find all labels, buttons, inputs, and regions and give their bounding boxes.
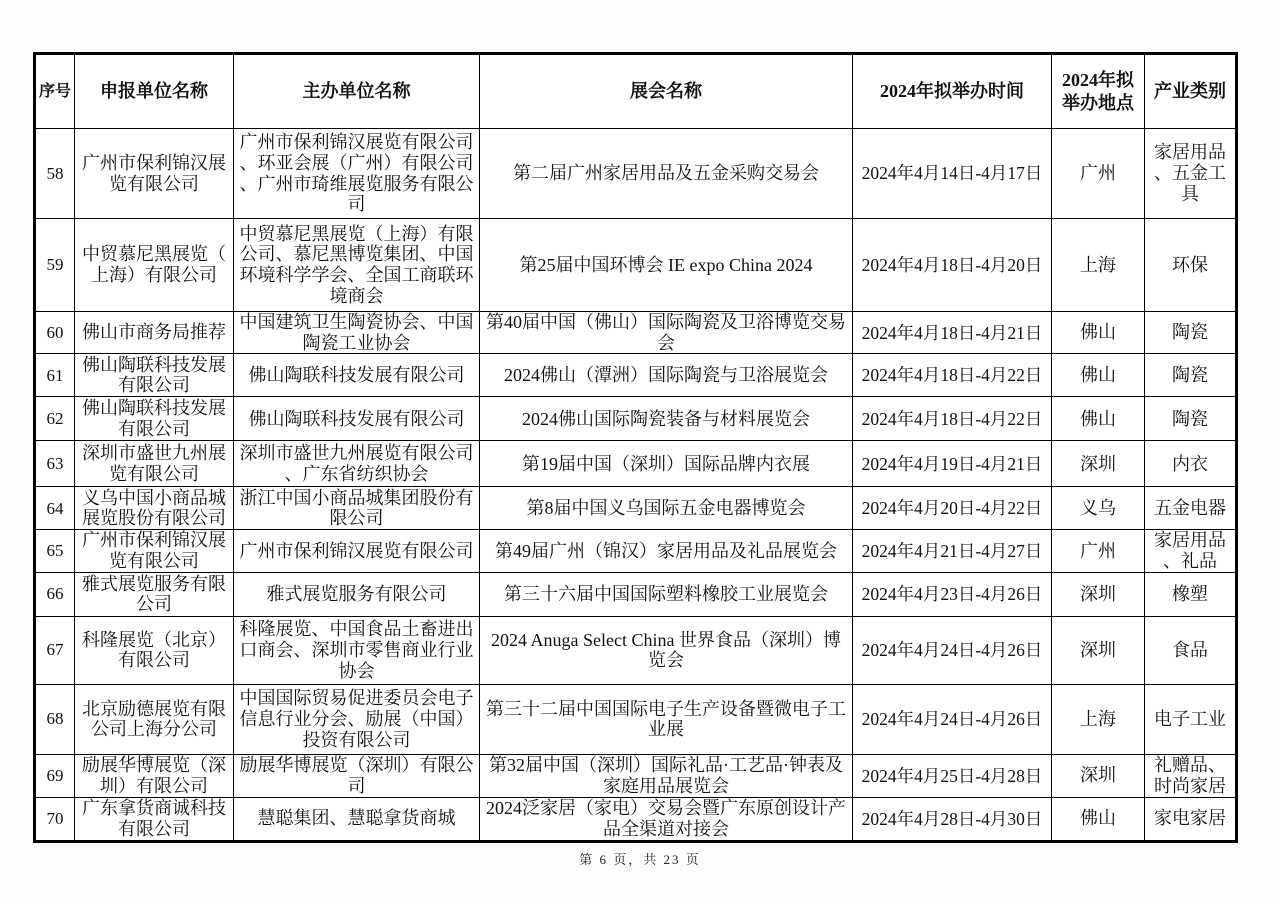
cell-applicant: 义乌中国小商品城展览股份有限公司: [75, 487, 234, 530]
table-row: [35, 684, 1237, 754]
cell-organizer: 中国国际贸易促进委员会电子信息行业分会、励展（中国）投资有限公司: [234, 684, 480, 754]
header-applicant: 申报单位名称: [75, 54, 234, 129]
cell-applicant: 广东拿货商诚科技有限公司: [75, 797, 234, 841]
cell-exhibition: 第40届中国（佛山）国际陶瓷及卫浴博览交易会: [480, 312, 853, 354]
cell-exhibition: 第三十六届中国国际塑料橡胶工业展览会: [480, 572, 853, 616]
cell-category: 电子工业: [1145, 684, 1237, 754]
cell-time: 2024年4月28日-4月30日: [853, 797, 1052, 841]
cell-applicant: 广州市保利锦汉展览有限公司: [75, 129, 234, 219]
cell-exhibition: 第二届广州家居用品及五金采购交易会: [480, 129, 853, 219]
cell-applicant: 科隆展览（北京）有限公司: [75, 616, 234, 684]
cell-category: 陶瓷: [1145, 397, 1237, 441]
cell-location: 佛山: [1052, 354, 1145, 397]
cell-organizer: 佛山陶联科技发展有限公司: [234, 354, 480, 397]
cell-serial: 70: [35, 797, 75, 841]
cell-location: 深圳: [1052, 572, 1145, 616]
cell-exhibition: 第32届中国（深圳）国际礼品·工艺品·钟表及家庭用品展览会: [480, 754, 853, 797]
header-exhibition: 展会名称: [480, 54, 853, 129]
cell-category: 家居用品、五金工具: [1145, 129, 1237, 219]
cell-location: 深圳: [1052, 754, 1145, 797]
cell-organizer: 佛山陶联科技发展有限公司: [234, 397, 480, 441]
cell-serial: 60: [35, 312, 75, 354]
cell-organizer: 科隆展览、中国食品土畜进出口商会、深圳市零售商业行业协会: [234, 616, 480, 684]
table-row: [35, 572, 1237, 616]
cell-time: 2024年4月14日-4月17日: [853, 129, 1052, 219]
cell-serial: 61: [35, 354, 75, 397]
cell-organizer: 深圳市盛世九州展览有限公司、广东省纺织协会: [234, 441, 480, 487]
cell-organizer: 广州市保利锦汉展览有限公司: [234, 530, 480, 572]
cell-category: 环保: [1145, 219, 1237, 312]
cell-organizer: 中贸慕尼黑展览（上海）有限公司、慕尼黑博览集团、中国环境科学学会、全国工商联环境商会: [234, 219, 480, 312]
table-row: [35, 397, 1237, 441]
cell-applicant: 广州市保利锦汉展览有限公司: [75, 530, 234, 572]
cell-category: 家电家居: [1145, 797, 1237, 841]
cell-time: 2024年4月19日-4月21日: [853, 441, 1052, 487]
cell-category: 内衣: [1145, 441, 1237, 487]
cell-category: 陶瓷: [1145, 354, 1237, 397]
header-category: 产业类别: [1145, 54, 1237, 129]
table-row: [35, 312, 1237, 354]
cell-location: 佛山: [1052, 397, 1145, 441]
cell-exhibition: 2024佛山国际陶瓷装备与材料展览会: [480, 397, 853, 441]
cell-category: 家居用品、礼品: [1145, 530, 1237, 572]
cell-category: 陶瓷: [1145, 312, 1237, 354]
cell-location: 广州: [1052, 129, 1145, 219]
cell-time: 2024年4月18日-4月20日: [853, 219, 1052, 312]
cell-time: 2024年4月23日-4月26日: [853, 572, 1052, 616]
exhibitions-table: [33, 52, 1238, 843]
cell-exhibition: 第49届广州（锦汉）家居用品及礼品展览会: [480, 530, 853, 572]
table-row: [35, 530, 1237, 572]
cell-organizer: 广州市保利锦汉展览有限公司、环亚会展（广州）有限公司、广州市琦维展览服务有限公司: [234, 129, 480, 219]
cell-category: 五金电器: [1145, 487, 1237, 530]
cell-category: 橡塑: [1145, 572, 1237, 616]
table-row: [35, 441, 1237, 487]
cell-serial: 68: [35, 684, 75, 754]
cell-applicant: 深圳市盛世九州展览有限公司: [75, 441, 234, 487]
cell-location: 深圳: [1052, 441, 1145, 487]
cell-organizer: 中国建筑卫生陶瓷协会、中国陶瓷工业协会: [234, 312, 480, 354]
table-row: [35, 219, 1237, 312]
cell-serial: 62: [35, 397, 75, 441]
cell-location: 上海: [1052, 684, 1145, 754]
cell-time: 2024年4月24日-4月26日: [853, 616, 1052, 684]
header-location: 2024年拟举办地点: [1052, 54, 1145, 129]
header-serial: 序号: [35, 54, 75, 129]
cell-applicant: 佛山陶联科技发展有限公司: [75, 354, 234, 397]
cell-organizer: 雅式展览服务有限公司: [234, 572, 480, 616]
cell-serial: 58: [35, 129, 75, 219]
cell-serial: 59: [35, 219, 75, 312]
cell-exhibition: 第8届中国义乌国际五金电器博览会: [480, 487, 853, 530]
header-organizer: 主办单位名称: [234, 54, 480, 129]
cell-category: 礼赠品、时尚家居: [1145, 754, 1237, 797]
cell-applicant: 佛山陶联科技发展有限公司: [75, 397, 234, 441]
cell-time: 2024年4月24日-4月26日: [853, 684, 1052, 754]
cell-serial: 63: [35, 441, 75, 487]
cell-location: 佛山: [1052, 797, 1145, 841]
cell-exhibition: 第25届中国环博会 IE expo China 2024: [480, 219, 853, 312]
header-time: 2024年拟举办时间: [853, 54, 1052, 129]
cell-applicant: 佛山市商务局推荐: [75, 312, 234, 354]
cell-location: 佛山: [1052, 312, 1145, 354]
cell-location: 广州: [1052, 530, 1145, 572]
cell-applicant: 北京励德展览有限公司上海分公司: [75, 684, 234, 754]
cell-exhibition: 第三十二届中国国际电子生产设备暨微电子工业展: [480, 684, 853, 754]
cell-serial: 67: [35, 616, 75, 684]
cell-exhibition: 第19届中国（深圳）国际品牌内衣展: [480, 441, 853, 487]
cell-organizer: 慧聪集团、慧聪拿货商城: [234, 797, 480, 841]
cell-time: 2024年4月20日-4月22日: [853, 487, 1052, 530]
table-row: [35, 616, 1237, 684]
cell-time: 2024年4月18日-4月22日: [853, 397, 1052, 441]
cell-serial: 64: [35, 487, 75, 530]
cell-exhibition: 2024 Anuga Select China 世界食品（深圳）博览会: [480, 616, 853, 684]
cell-organizer: 浙江中国小商品城集团股份有限公司: [234, 487, 480, 530]
cell-time: 2024年4月18日-4月21日: [853, 312, 1052, 354]
cell-time: 2024年4月25日-4月28日: [853, 754, 1052, 797]
cell-time: 2024年4月18日-4月22日: [853, 354, 1052, 397]
cell-location: 深圳: [1052, 616, 1145, 684]
cell-category: 食品: [1145, 616, 1237, 684]
table-row: [35, 354, 1237, 397]
cell-serial: 69: [35, 754, 75, 797]
cell-organizer: 励展华博展览（深圳）有限公司: [234, 754, 480, 797]
table-row: [35, 754, 1237, 797]
cell-location: 义乌: [1052, 487, 1145, 530]
cell-serial: 66: [35, 572, 75, 616]
cell-exhibition: 2024佛山（潭洲）国际陶瓷与卫浴展览会: [480, 354, 853, 397]
cell-serial: 65: [35, 530, 75, 572]
cell-exhibition: 2024泛家居（家电）交易会暨广东原创设计产品全渠道对接会: [480, 797, 853, 841]
cell-applicant: 励展华博展览（深圳）有限公司: [75, 754, 234, 797]
table-row: [35, 487, 1237, 530]
table-header-row: [35, 54, 1237, 129]
cell-applicant: 中贸慕尼黑展览（上海）有限公司: [75, 219, 234, 312]
page-number: 第 6 页，共 23 页: [579, 852, 701, 867]
table-row: [35, 797, 1237, 841]
cell-location: 上海: [1052, 219, 1145, 312]
table-row: [35, 129, 1237, 219]
cell-applicant: 雅式展览服务有限公司: [75, 572, 234, 616]
cell-time: 2024年4月21日-4月27日: [853, 530, 1052, 572]
